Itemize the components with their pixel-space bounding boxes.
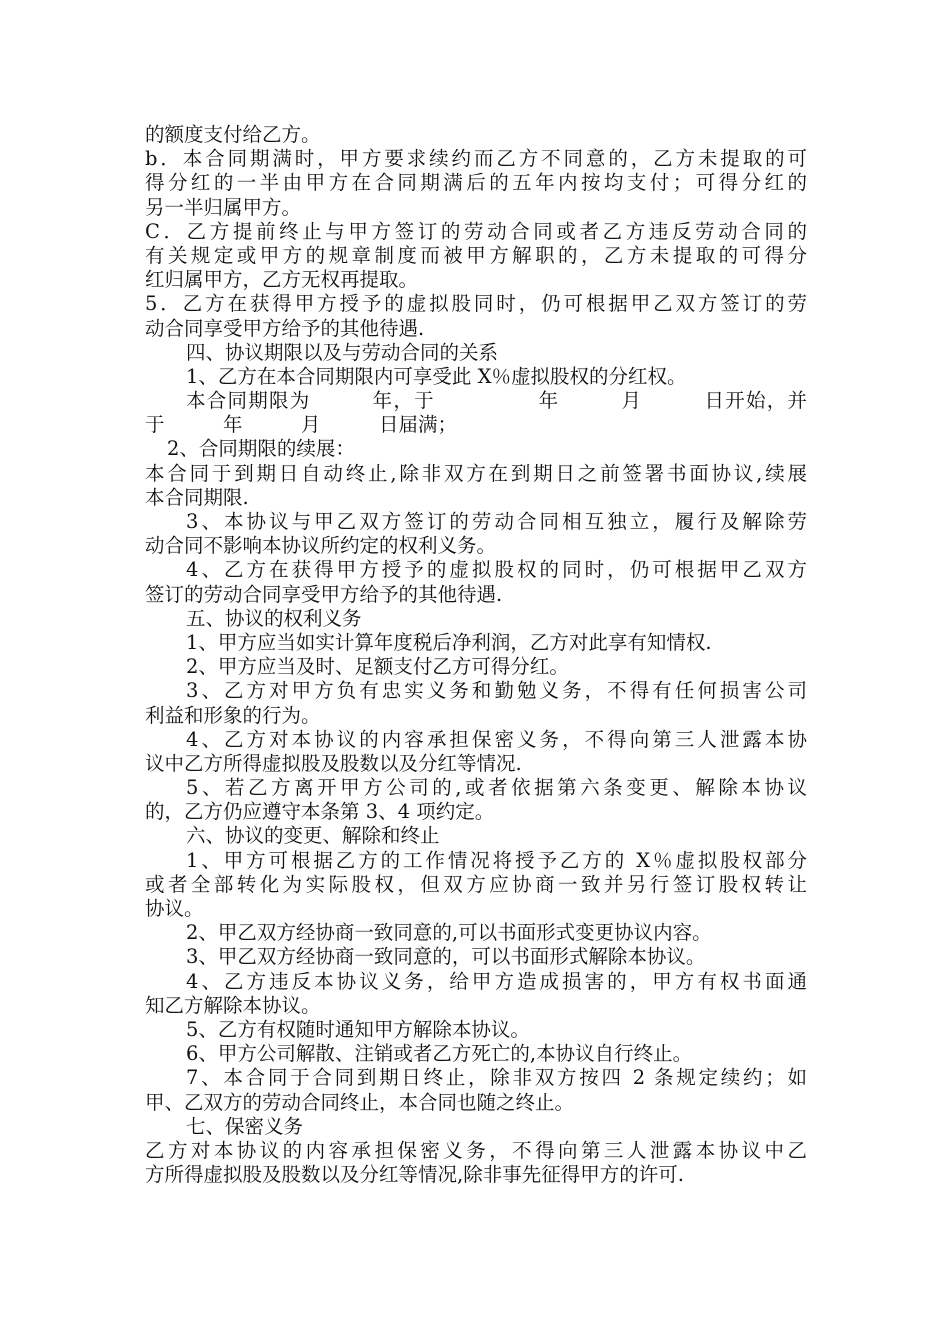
- text-line: 本合同于到期日自动终止,除非双方在到期日之前签署书面协议,续展: [145, 461, 807, 485]
- text-line: 动合同不影响本协议所约定的权利义务。: [145, 534, 497, 558]
- document-page: [145, 123, 807, 1187]
- text-line: 签订的劳动合同享受甲方给予的其他待遇.: [145, 582, 503, 606]
- text-line: 的，乙方仍应遵守本条第 3、4 项约定。: [145, 800, 495, 824]
- text-line: 知乙方解除本协议。: [145, 993, 321, 1017]
- text-line: 另一半归属甲方。: [145, 195, 302, 219]
- text-line: 动合同享受甲方给予的其他待遇.: [145, 316, 425, 340]
- text-line: 3、乙方对甲方负有忠实义务和勤勉义务，不得有任何损害公司: [186, 679, 807, 703]
- text-line: 4、乙方在获得甲方授予的虚拟股权的同时，仍可根据甲乙双方: [186, 558, 807, 582]
- text-line: 得分红的一半由甲方在合同期满后的五年内按均支付；可得分红的: [145, 171, 807, 195]
- text-line: 本合同期限.: [145, 485, 249, 509]
- text-line: 甲、乙双方的劳动合同终止，本合同也随之终止。: [145, 1090, 575, 1114]
- text-line: 2、合同期限的续展：: [167, 437, 355, 461]
- text-line: 2、甲乙双方经协商一致同意的,可以书面形式变更协议内容。: [186, 921, 712, 945]
- text-line: 于 年 月 日届满；: [145, 413, 458, 437]
- text-line: 方所得虚拟股及股数以及分红等情况,除非事先征得甲方的许可.: [145, 1163, 684, 1187]
- text-line: b．本合同期满时，甲方要求续约而乙方不同意的，乙方未提取的可: [145, 147, 807, 171]
- text-line: 6、甲方公司解散、注销或者乙方死亡的,本协议自行终止。: [186, 1042, 693, 1066]
- text-line: 5．乙方在获得甲方授予的虚拟股同时，仍可根据甲乙双方签订的劳: [145, 292, 807, 316]
- text-line: 四、协议期限以及与劳动合同的关系: [186, 340, 499, 364]
- text-line: 或者全部转化为实际股权，但双方应协商一致并另行签订股权转让: [145, 872, 807, 896]
- text-line: 协议。: [145, 897, 204, 920]
- text-line: 4、乙方对本协议的内容承担保密义务，不得向第三人泄露本协: [186, 727, 807, 751]
- text-line: 1、甲方可根据乙方的工作情况将授予乙方的 X％虚拟股权部分: [186, 848, 807, 872]
- text-line: 有关规定或甲方的规章制度而被甲方解职的，乙方未提取的可得分: [145, 243, 807, 267]
- text-line: 议中乙方所得虚拟股及股数以及分红等情况.: [145, 751, 522, 775]
- text-line: 的额度支付给乙方。: [145, 123, 321, 146]
- text-line: 1、乙方在本合同期限内可享受此 X％虚拟股权的分红权。: [186, 364, 687, 388]
- text-line: 五、协议的权利义务: [186, 606, 362, 630]
- text-line: 1、甲方应当如实计算年度税后净利润，乙方对此享有知情权.: [186, 630, 712, 654]
- text-line: C．乙方提前终止与甲方签订的劳动合同或者乙方违反劳动合同的: [145, 219, 807, 243]
- text-line: 利益和形象的行为。: [145, 703, 321, 727]
- text-line: 乙方对本协议的内容承担保密义务，不得向第三人泄露本协议中乙: [145, 1138, 807, 1162]
- text-line: 5、乙方有权随时通知甲方解除本协议。: [186, 1017, 530, 1041]
- text-line: 4、乙方违反本协议义务，给甲方造成损害的，甲方有权书面通: [186, 969, 807, 993]
- text-line: 3、甲乙双方经协商一致同意的，可以书面形式解除本协议。: [186, 945, 706, 969]
- text-line: 本合同期限为 年，于 年 月 日开始，并: [186, 389, 807, 413]
- text-line: 七、保密义务: [186, 1114, 304, 1138]
- text-line: 7、本合同于合同到期日终止，除非双方按四 2 条规定续约；如: [186, 1066, 807, 1090]
- text-line: 六、协议的变更、解除和终止: [186, 824, 440, 848]
- text-line: 3、本协议与甲乙双方签订的劳动合同相互独立，履行及解除劳: [186, 510, 807, 533]
- text-line: 2、甲方应当及时、足额支付乙方可得分红。: [186, 655, 569, 679]
- text-line: 红归属甲方，乙方无权再提取。: [145, 268, 419, 292]
- text-line: 5、若乙方离开甲方公司的,或者依据第六条变更、解除本协议: [186, 776, 807, 800]
